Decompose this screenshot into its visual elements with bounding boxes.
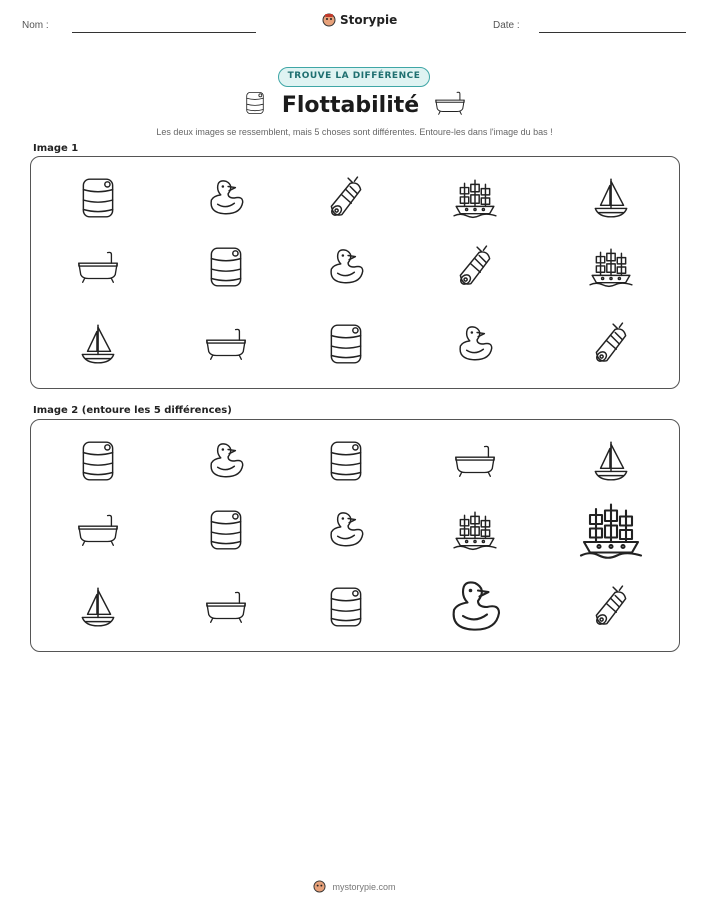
ship-icon[interactable] [452,507,498,553]
bathtub-icon[interactable] [75,507,121,553]
log-icon [452,244,498,290]
sailboat-icon[interactable] [75,584,121,630]
instructions: Les deux images se ressemblent, mais 5 choses sont différentes. Entoure-les dans l'image du bas ! [156,127,553,137]
armband-icon [203,244,249,290]
date-line[interactable] [539,32,686,33]
log-icon [588,321,634,367]
storypie-mascot-icon [322,13,336,27]
sailboat-icon [75,321,121,367]
log-icon [323,175,369,221]
bathtub-icon [203,321,249,367]
log-icon[interactable] [588,584,634,630]
armband-icon [323,321,369,367]
image1-grid [31,157,679,388]
bathtub-icon [75,244,121,290]
bathtub-icon[interactable] [203,584,249,630]
armband-icon[interactable] [203,507,249,553]
bathtub-icon [433,90,467,120]
armband-icon [242,90,268,120]
image2-label: Image 2 (entoure les 5 différences) [33,405,232,416]
ship-icon [588,244,634,290]
rubber-duck-icon [452,321,498,367]
sailboat-icon[interactable] [588,438,634,484]
armband-icon[interactable] [323,584,369,630]
rubber-duck-icon[interactable] [203,438,249,484]
image2-panel[interactable] [30,419,680,652]
armband-icon [75,175,121,221]
footer-url: mystorypie.com [332,881,396,892]
rubber-duck-icon [203,175,249,221]
image2-grid[interactable] [31,420,679,651]
brand-name: Storypie [340,13,398,27]
large-rubber-duck-icon[interactable] [442,574,508,640]
sailboat-icon [588,175,634,221]
footer [0,880,709,893]
image1-panel [30,156,680,389]
rubber-duck-icon [323,244,369,290]
storypie-mascot-icon [313,880,326,893]
activity-badge: TROUVE LA DIFFÉRENCE [278,67,430,87]
armband-icon[interactable] [75,438,121,484]
name-line[interactable] [72,32,256,33]
armband-icon[interactable] [323,438,369,484]
date-label: Date : [493,20,520,31]
title-row [0,90,709,120]
ship-icon [452,175,498,221]
image1-label: Image 1 [33,143,79,154]
bathtub-icon[interactable] [452,438,498,484]
large-ship-icon[interactable] [578,497,644,563]
brand-logo [322,13,397,27]
name-label: Nom : [22,20,49,31]
rubber-duck-icon[interactable] [323,507,369,553]
page-title: Flottabilité [281,92,420,118]
